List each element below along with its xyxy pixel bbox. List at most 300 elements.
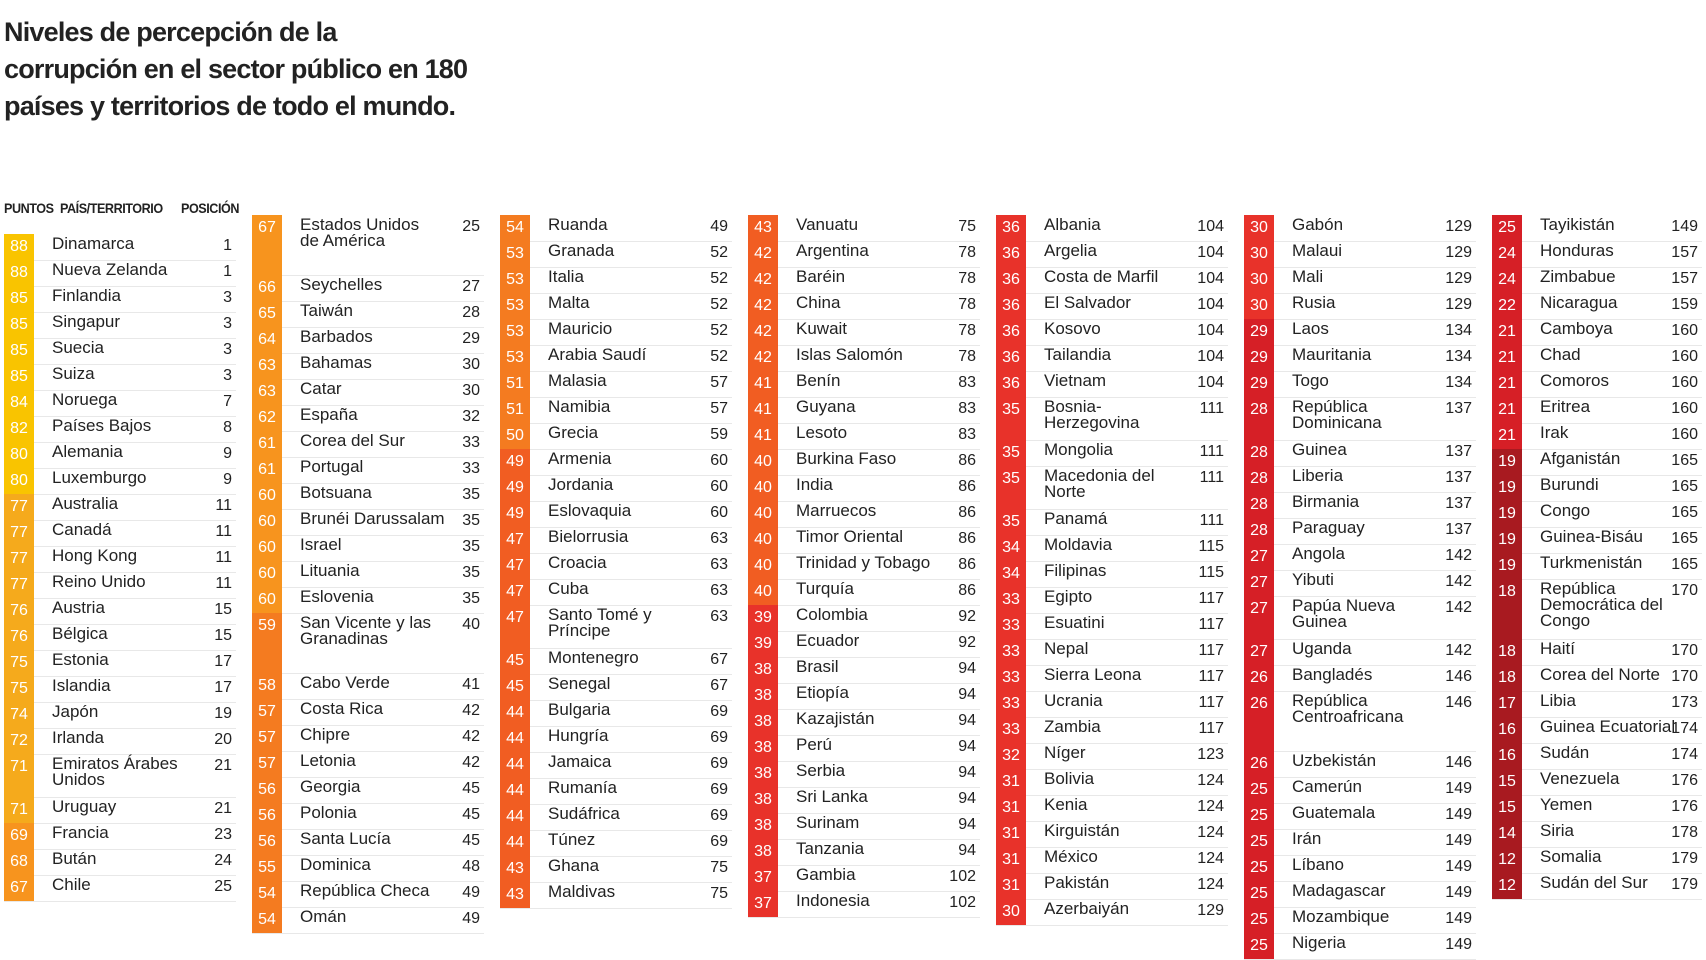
score-cell: 31 bbox=[996, 873, 1026, 899]
country-name: Israel bbox=[300, 535, 342, 554]
table-row bbox=[252, 907, 484, 934]
country-name: Sri Lanka bbox=[796, 787, 868, 806]
rank-cell: 137 bbox=[1445, 521, 1472, 538]
rank-cell: 117 bbox=[1198, 616, 1224, 633]
rank-cell: 159 bbox=[1671, 296, 1698, 313]
country-name: Montenegro bbox=[548, 648, 639, 667]
country-name: Guinea-Bisáu bbox=[1540, 527, 1644, 546]
country-name: Portugal bbox=[300, 457, 364, 476]
table-row bbox=[996, 293, 1228, 320]
table-row bbox=[996, 795, 1228, 822]
table-row bbox=[4, 702, 236, 729]
table-row bbox=[252, 673, 484, 700]
score-cell: 71 bbox=[4, 797, 34, 823]
table-row bbox=[252, 561, 484, 588]
country-name: Suecia bbox=[52, 338, 104, 357]
score-cell: 41 bbox=[748, 423, 778, 449]
table-row bbox=[996, 821, 1228, 848]
country-name: Albania bbox=[1044, 215, 1101, 234]
rank-cell: 32 bbox=[462, 408, 480, 425]
country-name: Burkina Faso bbox=[796, 449, 897, 468]
score-cell: 85 bbox=[4, 312, 34, 338]
country-name: Vietnam bbox=[1044, 371, 1107, 390]
rank-cell: 86 bbox=[958, 582, 976, 599]
rank-cell: 45 bbox=[462, 806, 480, 823]
table-row bbox=[252, 509, 484, 536]
table-row bbox=[1492, 345, 1702, 372]
rank-cell: 179 bbox=[1671, 850, 1698, 867]
table-row bbox=[1492, 397, 1702, 424]
country-name: Túnez bbox=[548, 830, 596, 849]
rank-cell: 142 bbox=[1445, 573, 1472, 590]
table-row bbox=[252, 725, 484, 752]
score-cell: 45 bbox=[500, 674, 530, 700]
rank-cell: 63 bbox=[710, 608, 728, 625]
country-name: Eslovaquia bbox=[548, 501, 632, 520]
score-cell: 44 bbox=[500, 778, 530, 804]
table-row bbox=[1244, 215, 1476, 242]
score-cell: 30 bbox=[996, 899, 1026, 925]
country-name: Bulgaria bbox=[548, 700, 611, 719]
table-row bbox=[1244, 544, 1476, 571]
rank-cell: 134 bbox=[1445, 348, 1472, 365]
table-row bbox=[4, 468, 236, 495]
table-row bbox=[252, 431, 484, 458]
rank-cell: 149 bbox=[1671, 218, 1698, 235]
score-cell: 21 bbox=[1492, 319, 1522, 345]
table-row bbox=[1244, 665, 1476, 692]
table-row bbox=[500, 345, 732, 372]
rank-cell: 69 bbox=[710, 755, 728, 772]
rank-cell: 170 bbox=[1671, 582, 1698, 599]
rank-cell: 86 bbox=[958, 478, 976, 495]
rank-cell: 92 bbox=[958, 634, 976, 651]
score-cell: 61 bbox=[252, 457, 282, 483]
country-name: Rumanía bbox=[548, 778, 617, 797]
score-cell: 21 bbox=[1492, 397, 1522, 423]
country-name: Etiopía bbox=[796, 683, 849, 702]
country-name: Guinea bbox=[1292, 440, 1347, 459]
table-row bbox=[4, 286, 236, 313]
rank-cell: 104 bbox=[1197, 296, 1224, 313]
rank-cell: 111 bbox=[1199, 469, 1224, 486]
country-name: Liberia bbox=[1292, 466, 1344, 485]
table-row bbox=[4, 650, 236, 677]
score-cell: 67 bbox=[4, 875, 34, 901]
table-row bbox=[4, 442, 236, 469]
table-row bbox=[996, 509, 1228, 536]
rank-cell: 20 bbox=[214, 731, 232, 748]
score-cell: 44 bbox=[500, 830, 530, 856]
country-name: Cuba bbox=[548, 579, 589, 598]
score-cell: 36 bbox=[996, 215, 1026, 241]
score-cell: 44 bbox=[500, 700, 530, 726]
country-name: Malta bbox=[548, 293, 590, 312]
score-cell: 44 bbox=[500, 752, 530, 778]
rank-cell: 142 bbox=[1445, 642, 1472, 659]
table-row bbox=[500, 830, 732, 857]
table-row bbox=[252, 751, 484, 778]
country-name: Australia bbox=[52, 494, 119, 513]
country-name: Granada bbox=[548, 241, 615, 260]
rank-cell: 42 bbox=[462, 702, 480, 719]
table-row bbox=[1244, 440, 1476, 467]
country-name: Macedonia del Norte bbox=[1044, 466, 1155, 501]
table-row bbox=[252, 405, 484, 432]
score-cell: 44 bbox=[500, 804, 530, 830]
rank-cell: 149 bbox=[1445, 884, 1472, 901]
table-row bbox=[1492, 475, 1702, 502]
score-cell: 18 bbox=[1492, 579, 1522, 639]
rank-cell: 59 bbox=[710, 426, 728, 443]
country-name: Arabia Saudí bbox=[548, 345, 647, 364]
table-row bbox=[252, 587, 484, 614]
rank-cell: 104 bbox=[1197, 218, 1224, 235]
country-name: Níger bbox=[1044, 743, 1086, 762]
country-name: Turquía bbox=[796, 579, 854, 598]
rank-cell: 11 bbox=[215, 575, 232, 592]
table-row bbox=[4, 823, 236, 850]
country-name: Canadá bbox=[52, 520, 112, 539]
table-row bbox=[1244, 267, 1476, 294]
score-cell: 85 bbox=[4, 364, 34, 390]
rank-cell: 142 bbox=[1445, 547, 1472, 564]
rank-cell: 117 bbox=[1198, 694, 1224, 711]
country-name: Nicaragua bbox=[1540, 293, 1618, 312]
country-name: Georgia bbox=[300, 777, 361, 796]
score-cell: 26 bbox=[1244, 751, 1274, 777]
rank-cell: 124 bbox=[1197, 772, 1224, 789]
country-name: Mongolia bbox=[1044, 440, 1113, 459]
score-cell: 35 bbox=[996, 397, 1026, 440]
table-row bbox=[1492, 743, 1702, 770]
score-cell: 30 bbox=[1244, 215, 1274, 241]
rank-cell: 115 bbox=[1198, 538, 1224, 555]
country-name: Moldavia bbox=[1044, 535, 1113, 554]
country-name: Dominica bbox=[300, 855, 371, 874]
table-row bbox=[500, 267, 732, 294]
country-name: Mauritania bbox=[1292, 345, 1372, 364]
rank-cell: 33 bbox=[462, 434, 480, 451]
score-cell: 54 bbox=[252, 881, 282, 907]
rank-cell: 165 bbox=[1671, 478, 1698, 495]
score-cell: 63 bbox=[252, 353, 282, 379]
rank-cell: 11 bbox=[215, 497, 232, 514]
country-name: Jordania bbox=[548, 475, 614, 494]
rank-cell: 52 bbox=[710, 244, 728, 261]
rank-cell: 60 bbox=[710, 478, 728, 495]
country-name: Ghana bbox=[548, 856, 600, 875]
score-cell: 53 bbox=[500, 241, 530, 267]
table-row bbox=[1244, 596, 1476, 640]
rank-cell: 149 bbox=[1445, 780, 1472, 797]
rank-cell: 9 bbox=[223, 471, 232, 488]
score-cell: 38 bbox=[748, 787, 778, 813]
table-row bbox=[500, 674, 732, 701]
rank-cell: 35 bbox=[462, 512, 480, 529]
rank-cell: 83 bbox=[958, 374, 976, 391]
score-cell: 24 bbox=[1492, 267, 1522, 293]
country-name: Guatemala bbox=[1292, 803, 1376, 822]
table-row bbox=[4, 390, 236, 417]
country-name: Uzbekistán bbox=[1292, 751, 1377, 770]
country-name: Malasia bbox=[548, 371, 607, 390]
score-cell: 85 bbox=[4, 338, 34, 364]
score-cell: 88 bbox=[4, 234, 34, 260]
country-name: Grecia bbox=[548, 423, 599, 442]
table-row bbox=[996, 345, 1228, 372]
score-cell: 19 bbox=[1492, 475, 1522, 501]
score-cell: 36 bbox=[996, 241, 1026, 267]
score-cell: 37 bbox=[748, 865, 778, 891]
rank-cell: 41 bbox=[462, 676, 480, 693]
rank-cell: 134 bbox=[1445, 322, 1472, 339]
country-name: Estonia bbox=[52, 650, 109, 669]
score-cell: 38 bbox=[748, 709, 778, 735]
table-row bbox=[252, 457, 484, 484]
score-cell: 33 bbox=[996, 717, 1026, 743]
score-cell: 76 bbox=[4, 624, 34, 650]
country-name: Tayikistán bbox=[1540, 215, 1615, 234]
rank-cell: 115 bbox=[1198, 564, 1224, 581]
table-row bbox=[996, 319, 1228, 346]
table-row bbox=[4, 754, 236, 798]
country-name: Barbados bbox=[300, 327, 373, 346]
rank-cell: 111 bbox=[1199, 400, 1224, 417]
score-cell: 88 bbox=[4, 260, 34, 286]
score-cell: 35 bbox=[996, 509, 1026, 535]
score-cell: 47 bbox=[500, 605, 530, 648]
country-name: Cabo Verde bbox=[300, 673, 390, 692]
table-row bbox=[1492, 501, 1702, 528]
table-row bbox=[4, 875, 236, 902]
rank-cell: 83 bbox=[958, 426, 976, 443]
country-name: Somalia bbox=[1540, 847, 1602, 866]
rank-cell: 78 bbox=[958, 322, 976, 339]
country-name: Líbano bbox=[1292, 855, 1344, 874]
table-row bbox=[500, 501, 732, 528]
country-name: Laos bbox=[1292, 319, 1329, 338]
score-cell: 56 bbox=[252, 777, 282, 803]
table-row bbox=[500, 778, 732, 805]
country-name: Sudán bbox=[1540, 743, 1590, 762]
rank-cell: 33 bbox=[462, 460, 480, 477]
score-cell: 77 bbox=[4, 494, 34, 520]
score-cell: 27 bbox=[1244, 596, 1274, 639]
score-cell: 77 bbox=[4, 546, 34, 572]
country-name: Azerbaiyán bbox=[1044, 899, 1130, 918]
country-name: Uruguay bbox=[52, 797, 117, 816]
table-row bbox=[1244, 492, 1476, 519]
table-row bbox=[252, 215, 484, 276]
rank-cell: 124 bbox=[1197, 798, 1224, 815]
country-name: Indonesia bbox=[796, 891, 870, 910]
score-cell: 18 bbox=[1492, 639, 1522, 665]
score-cell: 40 bbox=[748, 527, 778, 553]
score-cell: 25 bbox=[1244, 777, 1274, 803]
country-name: República Dominicana bbox=[1292, 397, 1382, 432]
country-name: Esuatini bbox=[1044, 613, 1105, 632]
score-cell: 36 bbox=[996, 371, 1026, 397]
rank-cell: 86 bbox=[958, 452, 976, 469]
rank-cell: 102 bbox=[949, 894, 976, 911]
table-row bbox=[252, 613, 484, 674]
country-name: Serbia bbox=[796, 761, 846, 780]
country-name: Noruega bbox=[52, 390, 118, 409]
country-name: Filipinas bbox=[1044, 561, 1107, 580]
table-row bbox=[500, 804, 732, 831]
score-cell: 60 bbox=[252, 535, 282, 561]
rank-cell: 146 bbox=[1445, 668, 1472, 685]
table-row bbox=[252, 535, 484, 562]
country-name: Surinam bbox=[796, 813, 860, 832]
country-name: Estados Unidos de América bbox=[300, 215, 420, 250]
rank-cell: 24 bbox=[214, 852, 232, 869]
score-cell: 21 bbox=[1492, 371, 1522, 397]
score-cell: 76 bbox=[4, 598, 34, 624]
country-name: Papúa Nueva Guinea bbox=[1292, 596, 1396, 631]
table-row bbox=[1244, 751, 1476, 778]
table-row bbox=[996, 587, 1228, 614]
score-cell: 50 bbox=[500, 423, 530, 449]
table-row bbox=[252, 881, 484, 908]
table-row bbox=[1492, 717, 1702, 744]
score-cell: 27 bbox=[1244, 544, 1274, 570]
score-cell: 28 bbox=[1244, 397, 1274, 440]
country-name: Croacia bbox=[548, 553, 607, 572]
score-cell: 28 bbox=[1244, 466, 1274, 492]
rank-cell: 42 bbox=[462, 754, 480, 771]
country-name: Finlandia bbox=[52, 286, 121, 305]
country-name: Seychelles bbox=[300, 275, 383, 294]
score-cell: 49 bbox=[500, 501, 530, 527]
score-cell: 29 bbox=[1244, 371, 1274, 397]
score-cell: 27 bbox=[1244, 570, 1274, 596]
score-cell: 32 bbox=[996, 743, 1026, 769]
table-row bbox=[996, 397, 1228, 441]
rank-cell: 149 bbox=[1445, 936, 1472, 953]
rank-cell: 30 bbox=[462, 382, 480, 399]
score-cell: 53 bbox=[500, 345, 530, 371]
table-row bbox=[1492, 769, 1702, 796]
rank-cell: 111 bbox=[1199, 512, 1224, 529]
score-cell: 60 bbox=[252, 561, 282, 587]
table-row bbox=[500, 752, 732, 779]
score-cell: 12 bbox=[1492, 873, 1522, 899]
rank-cell: 25 bbox=[214, 878, 232, 895]
score-cell: 44 bbox=[500, 726, 530, 752]
rank-cell: 35 bbox=[462, 538, 480, 555]
country-name: Nigeria bbox=[1292, 933, 1346, 952]
table-row bbox=[252, 803, 484, 830]
table-row bbox=[1492, 691, 1702, 718]
table-row bbox=[4, 624, 236, 651]
table-row bbox=[4, 728, 236, 755]
rank-cell: 9 bbox=[223, 445, 232, 462]
score-cell: 71 bbox=[4, 754, 34, 797]
rank-cell: 21 bbox=[214, 800, 232, 817]
table-row bbox=[748, 683, 980, 710]
country-name: Italia bbox=[548, 267, 584, 286]
table-row bbox=[1244, 855, 1476, 882]
table-row bbox=[1244, 293, 1476, 320]
rank-cell: 15 bbox=[214, 601, 232, 618]
rank-cell: 60 bbox=[710, 504, 728, 521]
country-name: Hong Kong bbox=[52, 546, 138, 565]
country-name: Uganda bbox=[1292, 639, 1352, 658]
rank-cell: 92 bbox=[958, 608, 976, 625]
table-row bbox=[996, 743, 1228, 770]
rank-cell: 25 bbox=[462, 218, 480, 235]
rank-cell: 69 bbox=[710, 833, 728, 850]
rank-cell: 57 bbox=[710, 400, 728, 417]
rank-cell: 83 bbox=[958, 400, 976, 417]
country-name: Zambia bbox=[1044, 717, 1101, 736]
country-name: Taiwán bbox=[300, 301, 353, 320]
rank-cell: 124 bbox=[1197, 824, 1224, 841]
country-name: Santo Tomé y Príncipe bbox=[548, 605, 652, 640]
country-name: Armenia bbox=[548, 449, 612, 468]
country-name: República Centroafricana bbox=[1292, 691, 1404, 726]
rank-cell: 129 bbox=[1445, 270, 1472, 287]
score-cell: 59 bbox=[252, 613, 282, 673]
rank-cell: 170 bbox=[1671, 642, 1698, 659]
score-cell: 75 bbox=[4, 650, 34, 676]
score-cell: 12 bbox=[1492, 847, 1522, 873]
table-row bbox=[4, 416, 236, 443]
header-posicion: POSICIÓN bbox=[181, 200, 240, 216]
score-cell: 56 bbox=[252, 803, 282, 829]
country-name: Chad bbox=[1540, 345, 1581, 364]
country-name: Venezuela bbox=[1540, 769, 1620, 788]
score-cell: 57 bbox=[252, 725, 282, 751]
score-cell: 66 bbox=[252, 275, 282, 301]
country-name: Islas Salomón bbox=[796, 345, 903, 364]
table-row bbox=[996, 665, 1228, 692]
table-row bbox=[252, 777, 484, 804]
rank-cell: 134 bbox=[1445, 374, 1472, 391]
table-row bbox=[1492, 267, 1702, 294]
country-name: Ucrania bbox=[1044, 691, 1103, 710]
table-row bbox=[748, 319, 980, 346]
table-row bbox=[252, 483, 484, 510]
country-name: Francia bbox=[52, 823, 109, 842]
country-name: Irlanda bbox=[52, 728, 104, 747]
rank-cell: 45 bbox=[462, 780, 480, 797]
table-row bbox=[252, 353, 484, 380]
score-cell: 31 bbox=[996, 847, 1026, 873]
table-row bbox=[996, 717, 1228, 744]
country-name: Bielorrusia bbox=[548, 527, 629, 546]
country-name: Costa de Marfil bbox=[1044, 267, 1159, 286]
table-row bbox=[500, 397, 732, 424]
score-cell: 51 bbox=[500, 397, 530, 423]
score-cell: 24 bbox=[1492, 241, 1522, 267]
score-cell: 18 bbox=[1492, 665, 1522, 691]
table-row bbox=[500, 553, 732, 580]
table-row bbox=[748, 449, 980, 476]
country-name: Gambia bbox=[796, 865, 856, 884]
country-name: Benín bbox=[796, 371, 841, 390]
table-row bbox=[1244, 691, 1476, 752]
country-name: Senegal bbox=[548, 674, 611, 693]
score-cell: 34 bbox=[996, 561, 1026, 587]
table-row bbox=[4, 260, 236, 287]
country-name: Irán bbox=[1292, 829, 1322, 848]
rank-cell: 176 bbox=[1671, 772, 1698, 789]
score-cell: 77 bbox=[4, 520, 34, 546]
rank-cell: 149 bbox=[1445, 910, 1472, 927]
